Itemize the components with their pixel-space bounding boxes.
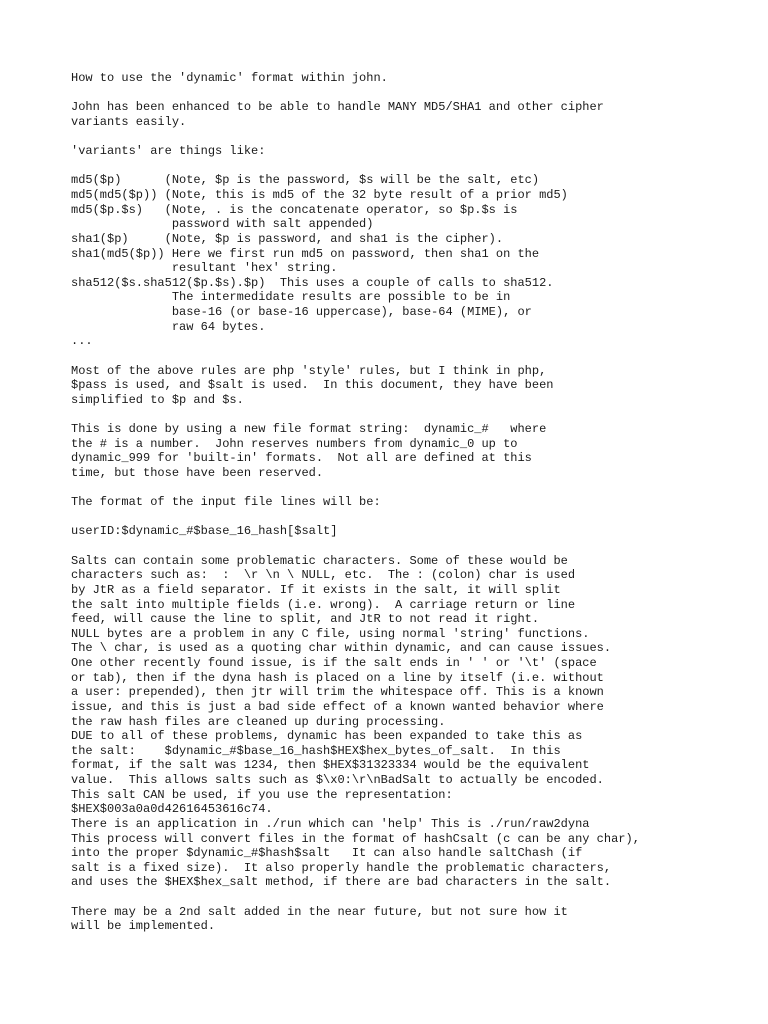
document-text [71,71,640,934]
document-line: and uses the $HEX$hex_salt method, if there are bad characters in the salt. [71,875,612,890]
document-line: Salts can contain some problematic characters. Some of these would be [71,553,568,568]
document-line: $pass is used, and $salt is used. In this document, they have been [71,378,554,393]
document-line: salt is a fixed size). It also properly handle the problematic characters, [71,860,612,875]
document-line: md5($p) (Note, $p is the password, $s will be the salt, etc) [71,173,540,188]
document-line: There is an application in ./run which can 'help' This is ./run/raw2dyna [71,816,590,831]
document-line [71,159,640,174]
document-line: will be implemented. [71,919,216,934]
document-line: ... [71,334,93,349]
document-line [71,349,640,364]
document-line: variants easily. [71,114,187,129]
document-line: sha1(md5($p)) Here we first run md5 on password, then sha1 on the [71,246,540,261]
document-line: userID:$dynamic_#$base_16_hash[$salt] [71,524,338,539]
document-line: There may be a 2nd salt added in the near future, but not sure how it [71,904,568,919]
document-line: by JtR as a field separator. If it exists in the salt, it will split [71,582,561,597]
document-line [71,130,640,145]
document-line: One other recently found issue, is if the salt ends in ' ' or '\t' (space [71,656,597,670]
document-line: dynamic_999 for 'built-in' formats. Not all are defined at this [71,451,532,466]
document-line: John has been enhanced to be able to handle MANY MD5/SHA1 and other cipher [71,100,604,115]
document-line: How to use the 'dynamic' format within john. [71,71,388,85]
document-line: or tab), then if the dyna hash is placed on a line by itself (i.e. without [71,670,604,685]
document-line: time, but those have been reserved. [71,465,324,480]
document-line [71,86,640,101]
document-line: The \ char, is used as a quoting char within dynamic, and can cause issues. [71,641,612,656]
document-line: characters such as: : \r \n \ NULL, etc. The : (colon) char is used [71,568,576,583]
document-line [71,890,640,905]
document-line: This is done by using a new file format string: dynamic_# where [71,422,547,436]
document-line: a user: prepended), then jtr will trim the whitespace off. This is a known [71,685,604,700]
document-line: This salt CAN be used, if you use the representation: [71,787,453,802]
document-line: format, if the salt was 1234, then $HEX$31323334 would be the equivalent [71,758,590,773]
document-line: $HEX$003a0a0d42616453616c74. [71,802,273,817]
document-line: the salt: $dynamic_#$base_16_hash$HEX$hex_bytes_of_salt. In this [71,743,561,758]
document-line: sha1($p) (Note, $p is password, and sha1 is the cipher). [71,231,504,246]
document-line: feed, will cause the line to split, and JtR to not read it right. [71,612,540,627]
document-line: the salt into multiple fields (i.e. wrong). A carriage return or line [71,597,576,612]
document-line: value. This allows salts such as $\x0:\r\nBadSalt to actually be encoded. [71,773,604,787]
document-line: The format of the input file lines will be: [71,495,381,510]
document-line: NULL bytes are a problem in any C file, using normal 'string' functions. [71,626,590,641]
document-line: into the proper $dynamic_#$hash$salt It can also handle saltChash (if [71,846,583,861]
document-line: Most of the above rules are php 'style' rules, but I think in php, [71,363,547,378]
document-line: issue, and this is just a bad side effect of a known wanted behavior where [71,699,604,714]
document-line: raw 64 bytes. [71,319,266,334]
document-line [71,510,640,525]
document-line: md5(md5($p)) (Note, this is md5 of the 32 byte result of a prior md5) [71,188,568,202]
document-line: password with salt appended) [71,217,374,232]
document-line: the # is a number. John reserves numbers from dynamic_0 up to [71,436,518,451]
document-line [71,481,640,496]
document-line: sha512($s.sha512($p.$s).$p) This uses a couple of calls to sha512. [71,275,554,290]
document-line: This process will convert files in the format of hashCsalt (c can be any char), [71,831,640,846]
document-line [71,407,640,422]
document-line: 'variants' are things like: [71,144,266,159]
document-line: resultant 'hex' string. [71,261,338,276]
document-line: base-16 (or base-16 uppercase), base-64 (MIME), or [71,305,532,319]
document-line: The intermedidate results are possible to be in [71,290,511,305]
document-line: the raw hash files are cleaned up during processing. [71,714,446,729]
document-line: DUE to all of these problems, dynamic has been expanded to take this as [71,729,583,744]
document-line: md5($p.$s) (Note, . is the concatenate operator, so $p.$s is [71,202,518,217]
document-line [71,539,640,554]
document-line: simplified to $p and $s. [71,392,244,407]
